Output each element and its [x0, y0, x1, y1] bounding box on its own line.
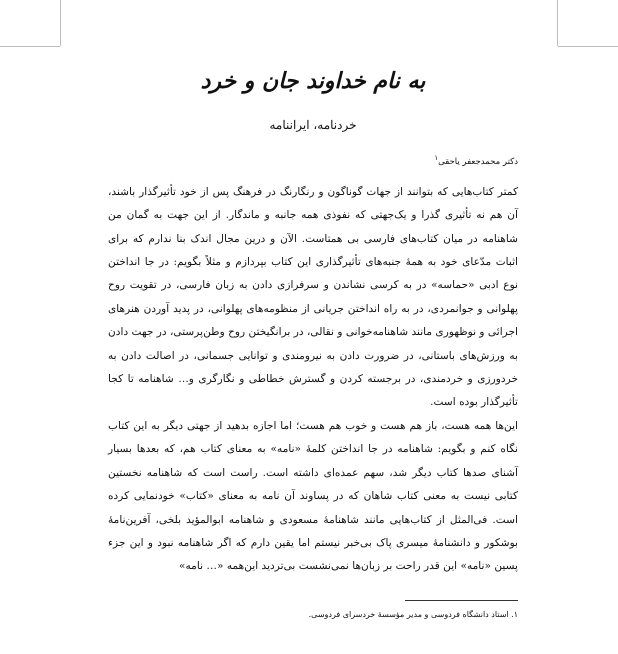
- document-title: به نام خداوند جان و خرد: [200, 68, 426, 94]
- paragraph-1: کمتر کتاب‌هایی که بتوانند از جهات گوناگون و رنگارنگ در فرهنگ پس از خود تأثیرگذار باشند، آن هم نه تأثیری گذرا و یک‌جهتی که نفوذی همه جانبه و ماندگار. از این جهت به گمان من شاهنامه در میان کتاب‌های فارسی بی همتاست. الآن و درین مجال اندک بنا ندارم که برای اثبات مدّعای خود به همهٔ جنبه‌های تأثیرگذاری این کتاب بپردازم و مثلاً بگویم: در جا انداختن نوع ادبی «حماسه» در به کرسی نشاندن و سرفرازی دادن به زبان فارسی، در تقویت روح پهلوانی و جوانمردی، در به راه انداختن جریانی از منظومه‌های پهلوانی، در پدید آوردن هنرهای اجرائی و نوظهوری مانند شاهنامه‌خوانی و نقالی، در برانگیختن روح وطن‌پرستی، در جهت دادن به ورزش‌های باستانی، در ضرورت دادن به نیرومندی و توانایی جسمانی، در اصالت دادن به خردورزی و خردمندی، در برجسته کردن و گسترش خطاطی و نگارگری و… شاهنامه تا کجا تأثیرگذار بوده است.: [108, 185, 518, 409]
- crop-mark-top-left-h: [0, 46, 60, 47]
- crop-mark-top-left-v: [60, 0, 61, 46]
- author-footnote-marker: ۱: [434, 154, 439, 162]
- document-subtitle: خردنامه، ایراننامه: [269, 118, 357, 132]
- author-name: دکتر محمدجعفر یاحقی: [438, 156, 518, 167]
- paragraph-2: این‌ها همه هست، باز هم هست و خوب هم هست؛ اما اجازه بدهید از جهتی دیگر به این کتاب نگاه کنم و بگویم: شاهنامه در جا انداختن کلمهٔ «نامه» به معنای کتاب هم، که بعدها بسیار آشنای صدها کتاب دیگر شد، سهم عمده‌ای داشته است. راست است که شاهنامه نخستین کتابی نیست به معنی کتاب شاهان که در پساوند آن نامه به معنای «کتاب» خودنمایی کرده است. فی‌المثل از کتاب‌هایی مانند شاهنامهٔ مسعودی و شاهنامه ابوالمؤید بلخی، آفرین‌نامهٔ بوشکور و دانشنامهٔ میسری پاک بی‌خبر نیستم اما یقین دارم که اگر شاهنامه نبود و این جزء پسین «نامه» این قدر راحت بر زبان‌ها نمی‌نشست بی‌تردید این‌همه «… نامه»: [108, 419, 518, 573]
- author-line: [108, 154, 518, 167]
- crop-mark-top-right-v: [557, 0, 558, 46]
- document-page: [108, 58, 518, 579]
- crop-mark-top-right-h: [558, 46, 618, 47]
- footnote-divider: [405, 600, 518, 601]
- body-text: [108, 181, 518, 579]
- footnote: ۱. استاد دانشگاه فردوسی و مدیر مؤسسهٔ خردسرای فردوسی.: [308, 610, 518, 619]
